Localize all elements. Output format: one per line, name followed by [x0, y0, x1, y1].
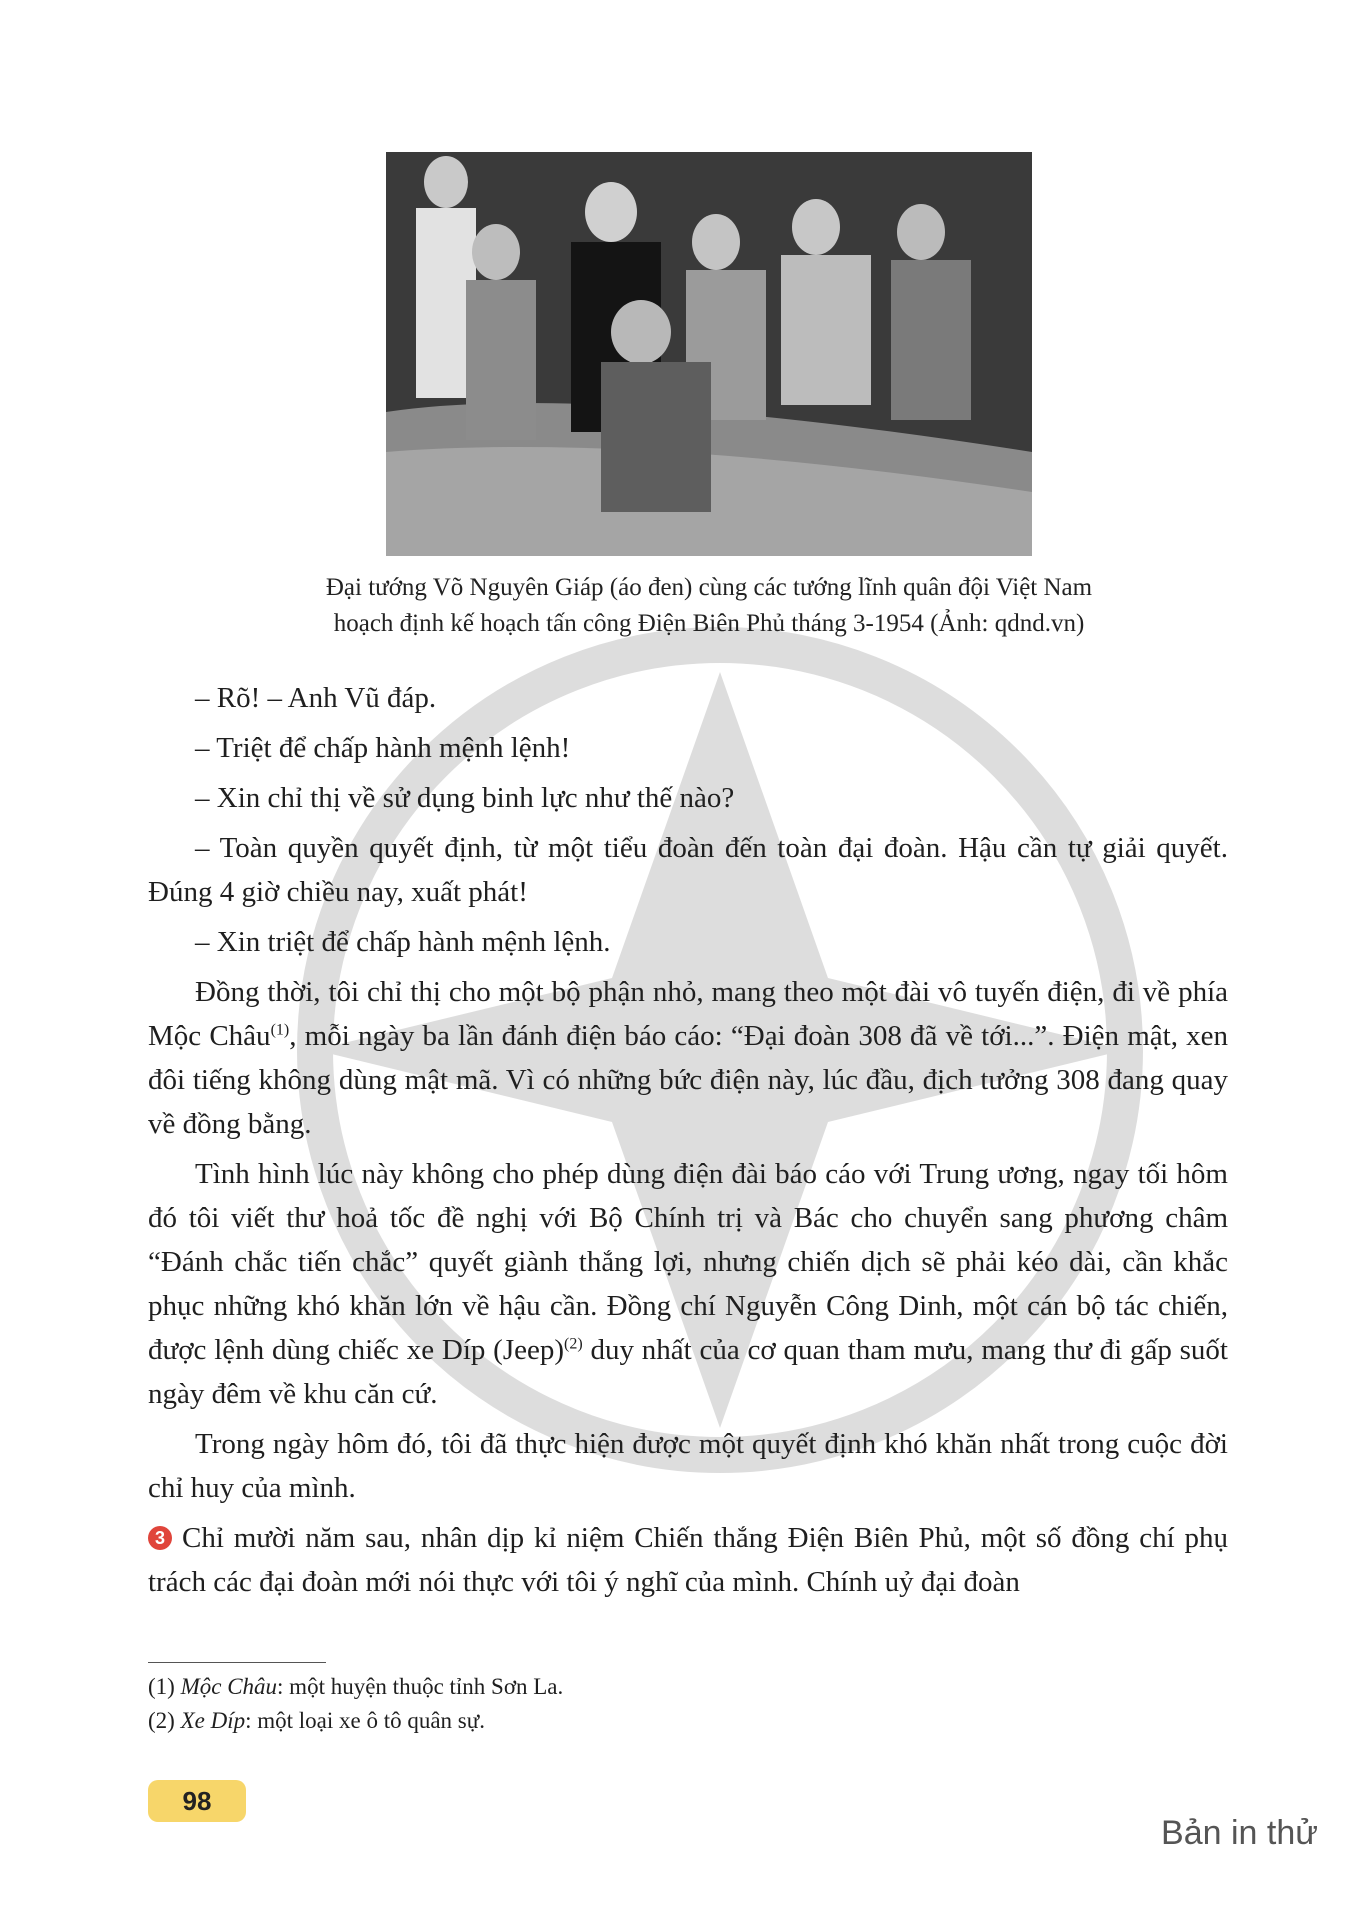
dialogue-line-1: – Rõ! – Anh Vũ đáp. [195, 682, 437, 714]
footnote-ref-1[interactable]: (1) [270, 1021, 290, 1039]
paragraph-letter [148, 1152, 1228, 1416]
page-number: 98 [148, 1780, 246, 1822]
photo-caption [250, 570, 1168, 642]
caption-line-1: Đại tướng Võ Nguyên Giáp (áo đen) cùng các tướng lĩnh quân đội Việt Nam [325, 574, 1093, 601]
footnote-divider [148, 1662, 326, 1663]
footnote-definition: : một huyện thuộc tỉnh Sơn La. [277, 1674, 564, 1699]
paragraph-text: Đồng thời, tôi chỉ thị cho một bộ phận nhỏ, mang theo một đài vô tuyến điện, đi về phía Mộc Châu [148, 976, 1228, 1052]
caption-line-2: hoạch định kế hoạch tấn công Điện Biên Phủ tháng 3-1954 (Ảnh: qdnd.vn) [333, 610, 1085, 637]
footnote-ref-2[interactable]: (2) [564, 1335, 583, 1353]
draft-label: Bản in thử [1161, 1814, 1318, 1852]
dialogue-line-5: – Xin triệt để chấp hành mệnh lệnh. [195, 926, 611, 958]
footnote-number: (1) [148, 1674, 175, 1699]
footnote-1 [148, 1670, 563, 1704]
paragraph-text: Tình hình lúc này không cho phép dùng điện đài báo cáo với Trung ương, ngay tối hôm đó tôi viết thư hoả tốc đề nghị với Bộ Chính trị và Bác cho chuyển sang phương châm “Đánh chắc tiến chắc” quyết giành thắng lợi, nhưng chiến dịch sẽ phải kéo dài, cần khắc phục những khó khăn lớn về hậu cần. Đồng chí Nguyễn Công Dinh, một cán bộ tác chiến, được lệnh dùng chiếc xe Díp (Jeep) [148, 1158, 1228, 1366]
footnote-term: Mộc Châu [180, 1674, 278, 1699]
paragraph-moc-chau [148, 970, 1228, 1146]
footnotes [148, 1670, 563, 1738]
historical-photo [386, 152, 1032, 556]
section-marker: 3 [148, 1526, 172, 1550]
photo-illustration [386, 152, 1032, 556]
footnote-2 [148, 1704, 563, 1738]
dialogue-line-3: – Xin chỉ thị về sử dụng binh lực như thế nào? [195, 782, 735, 814]
paragraph-text: Chỉ mười năm sau, nhân dịp kỉ niệm Chiến thắng Điện Biên Phủ, một số đồng chí phụ trách các đại đoàn mới nói thực với tôi ý nghĩ của mình. Chính uỷ đại đoàn [148, 1522, 1228, 1598]
paragraph-text: duy nhất của cơ quan tham mưu, mang thư đi gấp suốt ngày đêm về khu căn cứ. [148, 1334, 1228, 1410]
dialogue-line-2: – Triệt để chấp hành mệnh lệnh! [195, 732, 571, 764]
footnote-number: (2) [148, 1708, 175, 1733]
paragraph-text: , mỗi ngày ba lần đánh điện báo cáo: “Đại đoàn 308 đã về tới...”. Điện mật, xen đôi tiếng không dùng mật mã. Vì có những bức điện này, lúc đầu, địch tưởng 308 đang quay về đồng bằng. [148, 1020, 1228, 1140]
footnote-term: Xe Díp [180, 1708, 246, 1733]
paragraph-decision: Trong ngày hôm đó, tôi đã thực hiện được một quyết định khó khăn nhất trong cuộc đời chỉ huy của mình. [148, 1428, 1228, 1504]
footnote-definition: : một loại xe ô tô quân sự. [245, 1708, 485, 1733]
body-text [148, 676, 1228, 1610]
dialogue-line-4: – Toàn quyền quyết định, từ một tiểu đoàn đến toàn đại đoàn. Hậu cần tự giải quyết. Đúng 4 giờ chiều nay, xuất phát! [148, 832, 1228, 908]
paragraph-section-3 [148, 1516, 1228, 1604]
